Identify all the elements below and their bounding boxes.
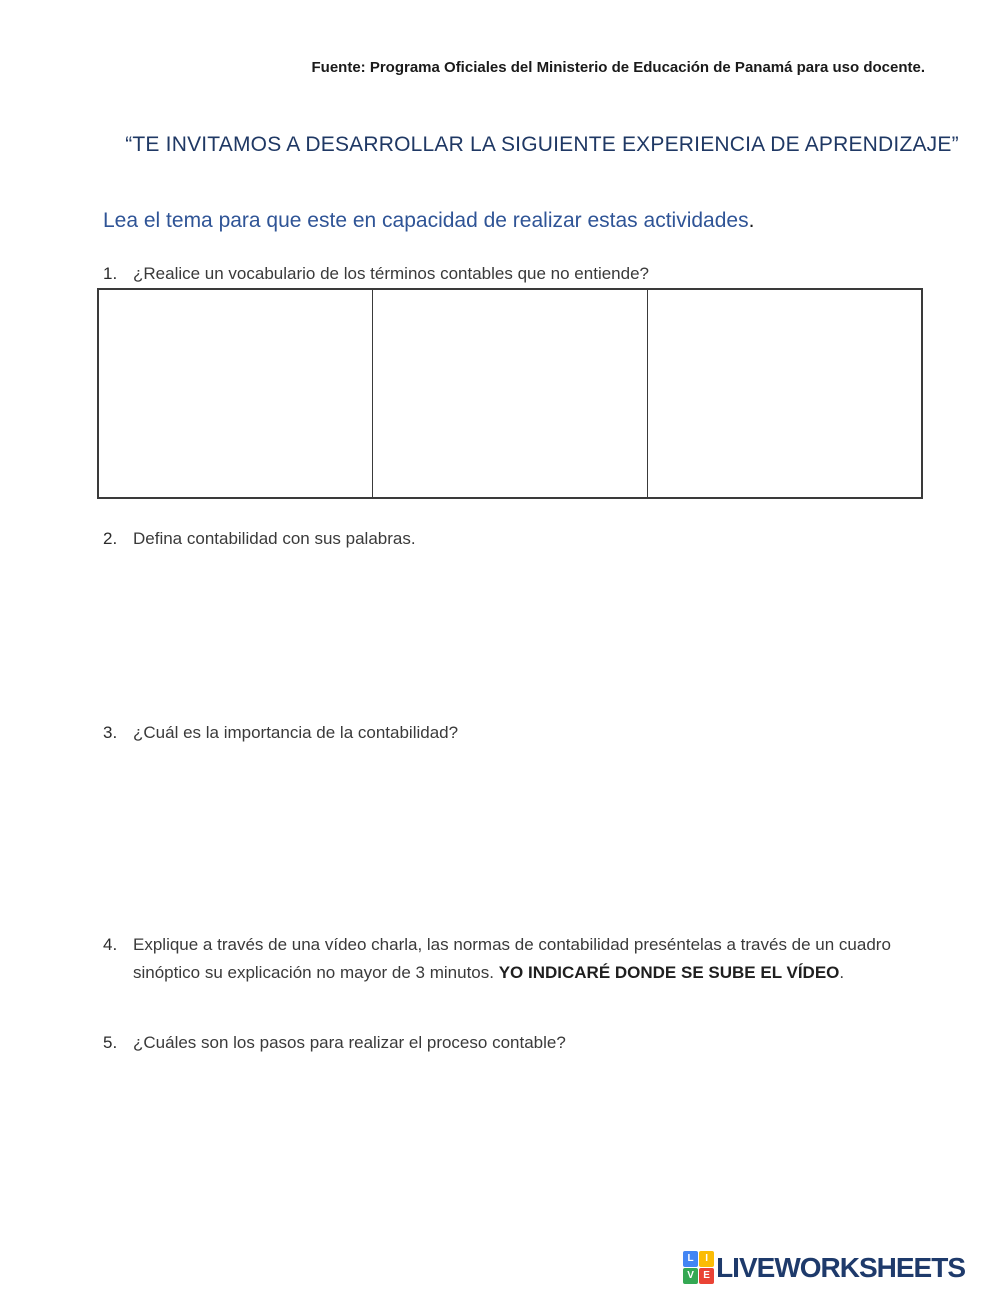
logo-square-e: E — [699, 1268, 714, 1284]
question-2-number: 2. — [103, 529, 118, 548]
logo-square-v: V — [683, 1268, 698, 1284]
page-title: “TE INVITAMOS A DESARROLLAR LA SIGUIENTE EXPERIENCIA DE APRENDIZAJE” — [125, 133, 959, 156]
question-5-text: ¿Cuáles son los pasos para realizar el proceso contable? — [133, 1033, 566, 1052]
instructions-period: . — [748, 209, 755, 232]
question-1 — [103, 260, 933, 288]
instructions-text: Lea el tema para que este en capacidad de realizar estas actividades — [103, 209, 749, 232]
question-1-text: ¿Realice un vocabulario de los términos contables que no entiende? — [133, 264, 649, 283]
question-4-text — [133, 931, 943, 987]
logo-square-i: I — [699, 1251, 714, 1267]
question-2-text: Defina contabilidad con sus palabras. — [133, 529, 416, 548]
question-3 — [103, 719, 933, 747]
question-3-number: 3. — [103, 723, 118, 742]
question-4-text-regular: Explique a través de una vídeo charla, las normas de contabilidad preséntelas a través de un cuadro sinóptico su explicación no mayor de 3 minutos. — [133, 935, 891, 982]
vocabulary-table-row — [98, 289, 922, 498]
source-attribution: Fuente: Programa Oficiales del Ministerio de Educación de Panamá para uso docente. — [311, 59, 925, 76]
question-4-number: 4. — [103, 935, 118, 954]
vocab-answer-cell-1[interactable] — [98, 289, 373, 498]
liveworksheets-wordmark: LIVEWORKSHEETS — [716, 1252, 965, 1283]
logo-square-l: L — [683, 1251, 698, 1267]
instructions-heading — [103, 209, 754, 233]
liveworksheets-squares-icon — [683, 1251, 714, 1284]
question-2 — [103, 525, 933, 553]
vocab-answer-cell-3[interactable] — [647, 289, 922, 498]
question-4-text-bold: YO INDICARÉ DONDE SE SUBE EL VÍDEO — [498, 963, 840, 982]
question-4 — [103, 931, 943, 987]
vocabulary-table — [97, 288, 923, 499]
question-5 — [103, 1029, 933, 1057]
question-4-text-period: . — [839, 963, 845, 982]
question-3-text: ¿Cuál es la importancia de la contabilidad? — [133, 723, 459, 742]
vocab-answer-cell-2[interactable] — [373, 289, 648, 498]
question-1-number: 1. — [103, 264, 118, 283]
liveworksheets-logo[interactable] — [683, 1251, 965, 1284]
question-5-number: 5. — [103, 1033, 118, 1052]
